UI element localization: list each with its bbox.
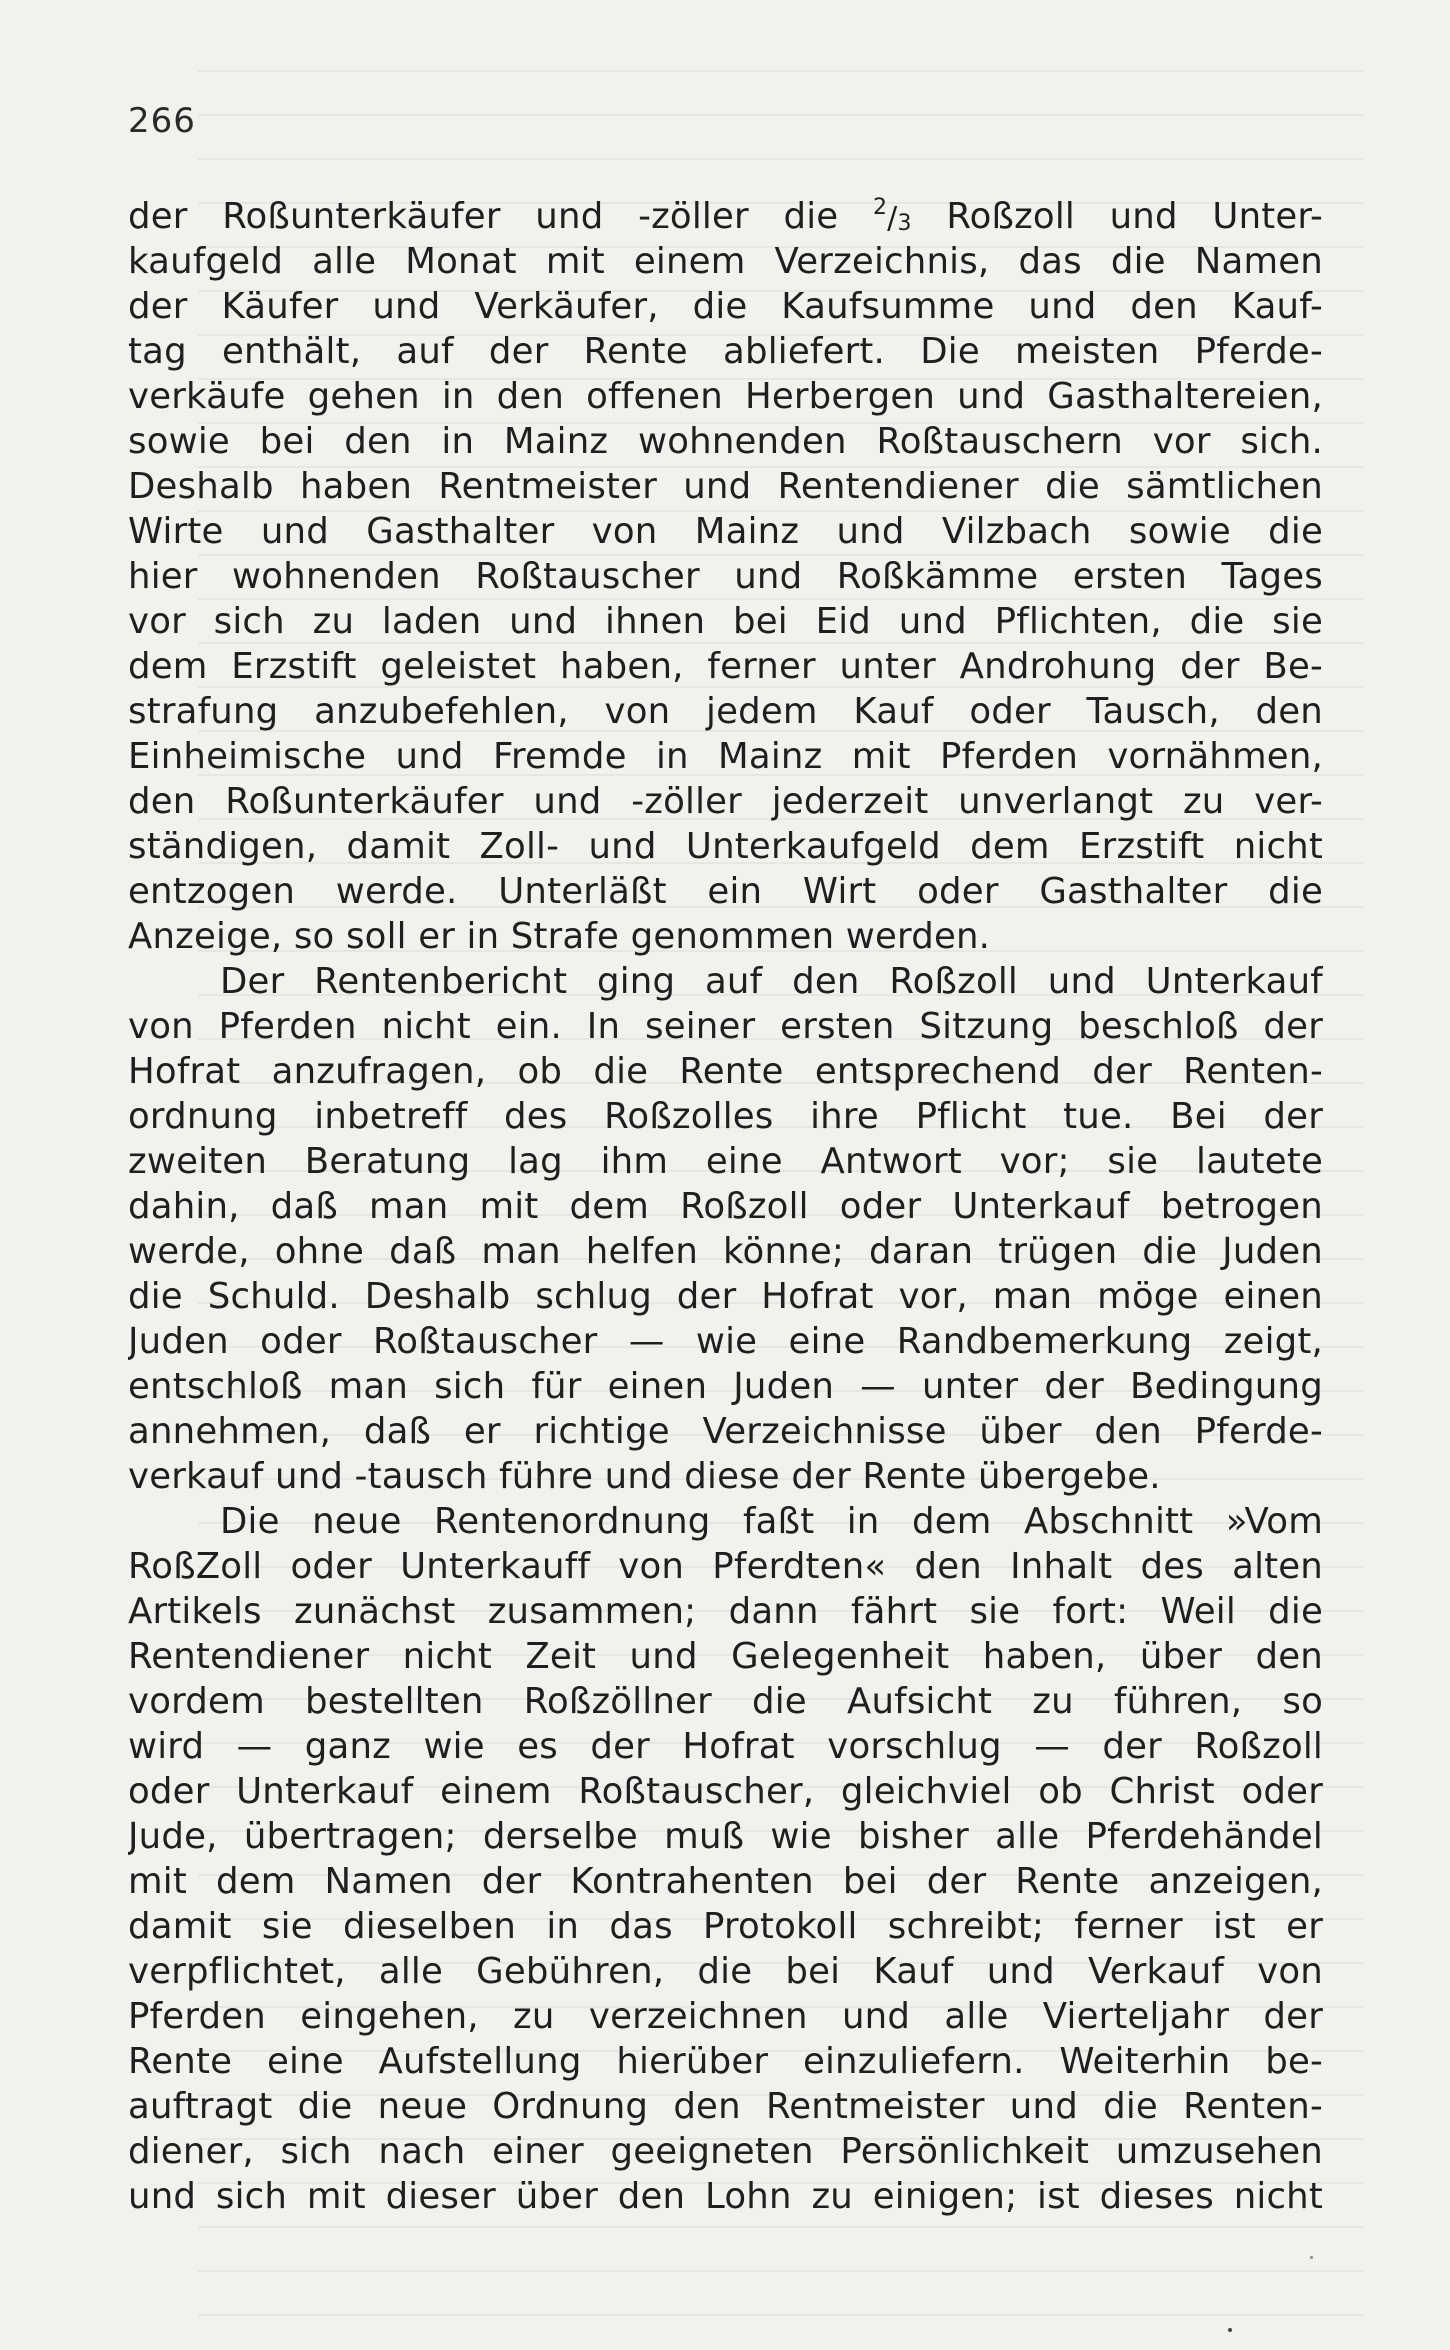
text-line: Pferden eingehen, zu verzeichnen und alle Vierteljahr der — [128, 1996, 1323, 2037]
text-line: auftragt die neue Ordnung den Rentmeister und die Renten- — [128, 2086, 1323, 2127]
text-line: zweiten Beratung lag ihm eine Antwort vor; sie lautete — [128, 1141, 1323, 1182]
text-line: kaufgeld alle Monat mit einem Verzeichnis, das die Namen — [128, 241, 1323, 282]
text-line: entschloß man sich für einen Juden — unter der Bedingung — [128, 1366, 1323, 1407]
text-line: tag enthält, auf der Rente abliefert. Die meisten Pferde- — [128, 331, 1323, 372]
text-line: werde, ohne daß man helfen könne; daran trügen die Juden — [128, 1231, 1323, 1272]
text-line: Wirte und Gasthalter von Mainz und Vilzbach sowie die — [128, 511, 1323, 552]
text-line: Rentendiener nicht Zeit und Gelegenheit haben, über den — [128, 1636, 1323, 1677]
text-line: mit dem Namen der Kontrahenten bei der Rente anzeigen, — [128, 1861, 1323, 1902]
text-line: ständigen, damit Zoll- und Unterkaufgeld dem Erzstift nicht — [128, 826, 1323, 867]
text-line: vor sich zu laden und ihnen bei Eid und Pflichten, die sie — [128, 601, 1323, 642]
text-line: Einheimische und Fremde in Mainz mit Pferden vornähmen, — [128, 736, 1323, 777]
text-line: sowie bei den in Mainz wohnenden Roßtauschern vor sich. — [128, 421, 1323, 462]
text-line: verkäufe gehen in den offenen Herbergen und Gasthaltereien, — [128, 376, 1323, 417]
text-line: verpflichtet, alle Gebühren, die bei Kauf und Verkauf von — [128, 1951, 1323, 1992]
text-line: Juden oder Roßtauscher — wie eine Randbemerkung zeigt, — [128, 1321, 1323, 1362]
text-line: Hofrat anzufragen, ob die Rente entsprechend der Renten- — [128, 1051, 1323, 1092]
text-line: verkauf und -tausch führe und diese der Rente übergebe. — [128, 1456, 1161, 1497]
text-line: ordnung inbetreff des Roßzolles ihre Pflicht tue. Bei der — [128, 1096, 1323, 1137]
body-text — [128, 194, 1323, 2219]
text-line: Deshalb haben Rentmeister und Rentendiener die sämtlichen — [128, 466, 1323, 507]
fraction-two-thirds: $^2/_3$ — [872, 195, 912, 236]
paper-speck — [1310, 2256, 1313, 2259]
text-line: dem Erzstift geleistet haben, ferner unter Androhung der Be- — [128, 646, 1323, 687]
text-line: diener, sich nach einer geeigneten Persönlichkeit umzusehen — [128, 2131, 1323, 2172]
text-line: oder Unterkauf einem Roßtauscher, gleichviel ob Christ oder — [128, 1771, 1323, 1812]
text-line: entzogen werde. Unterläßt ein Wirt oder Gasthalter die — [128, 871, 1323, 912]
text-line: von Pferden nicht ein. In seiner ersten Sitzung beschloß der — [128, 1006, 1323, 1047]
text-line: der Käufer und Verkäufer, die Kaufsumme und den Kauf- — [128, 286, 1323, 327]
text-line: annehmen, daß er richtige Verzeichnisse über den Pferde- — [128, 1411, 1323, 1452]
text-line: hier wohnenden Roßtauscher und Roßkämme ersten Tages — [128, 556, 1323, 597]
text-line: Anzeige, so soll er in Strafe genommen werden. — [128, 916, 991, 957]
text-line: die Schuld. Deshalb schlug der Hofrat vor, man möge einen — [128, 1276, 1323, 1317]
text-line: vordem bestellten Roßzöllner die Aufsicht zu führen, so — [128, 1681, 1323, 1722]
text-line: und sich mit dieser über den Lohn zu einigen; ist dieses nicht — [128, 2176, 1323, 2217]
text-line: dahin, daß man mit dem Roßzoll oder Unterkauf betrogen — [128, 1186, 1323, 1227]
page-number: 266 — [128, 101, 196, 141]
text-line: der Roßunterkäufer und -zöller die $^2/_3$ Roßzoll und Unter- — [128, 194, 1323, 239]
paper-speck — [1228, 2328, 1232, 2332]
text-line: Rente eine Aufstellung hierüber einzuliefern. Weiterhin be- — [128, 2041, 1323, 2082]
text-line: Artikels zunächst zusammen; dann fährt sie fort: Weil die — [128, 1591, 1323, 1632]
text-line: Der Rentenbericht ging auf den Roßzoll und Unterkauf — [220, 961, 1323, 1002]
text-line: wird — ganz wie es der Hofrat vorschlug — der Roßzoll — [128, 1726, 1323, 1767]
text-line: Jude, übertragen; derselbe muß wie bisher alle Pferdehändel — [128, 1816, 1323, 1857]
text-line: damit sie dieselben in das Protokoll schreibt; ferner ist er — [128, 1906, 1323, 1947]
text-line: RoßZoll oder Unterkauff von Pferdten« den Inhalt des alten — [128, 1546, 1323, 1587]
text-line: den Roßunterkäufer und -zöller jederzeit unverlangt zu ver- — [128, 781, 1323, 822]
text-line: Die neue Rentenordnung faßt in dem Abschnitt »Vom — [220, 1501, 1323, 1542]
text-line: strafung anzubefehlen, von jedem Kauf oder Tausch, den — [128, 691, 1323, 732]
